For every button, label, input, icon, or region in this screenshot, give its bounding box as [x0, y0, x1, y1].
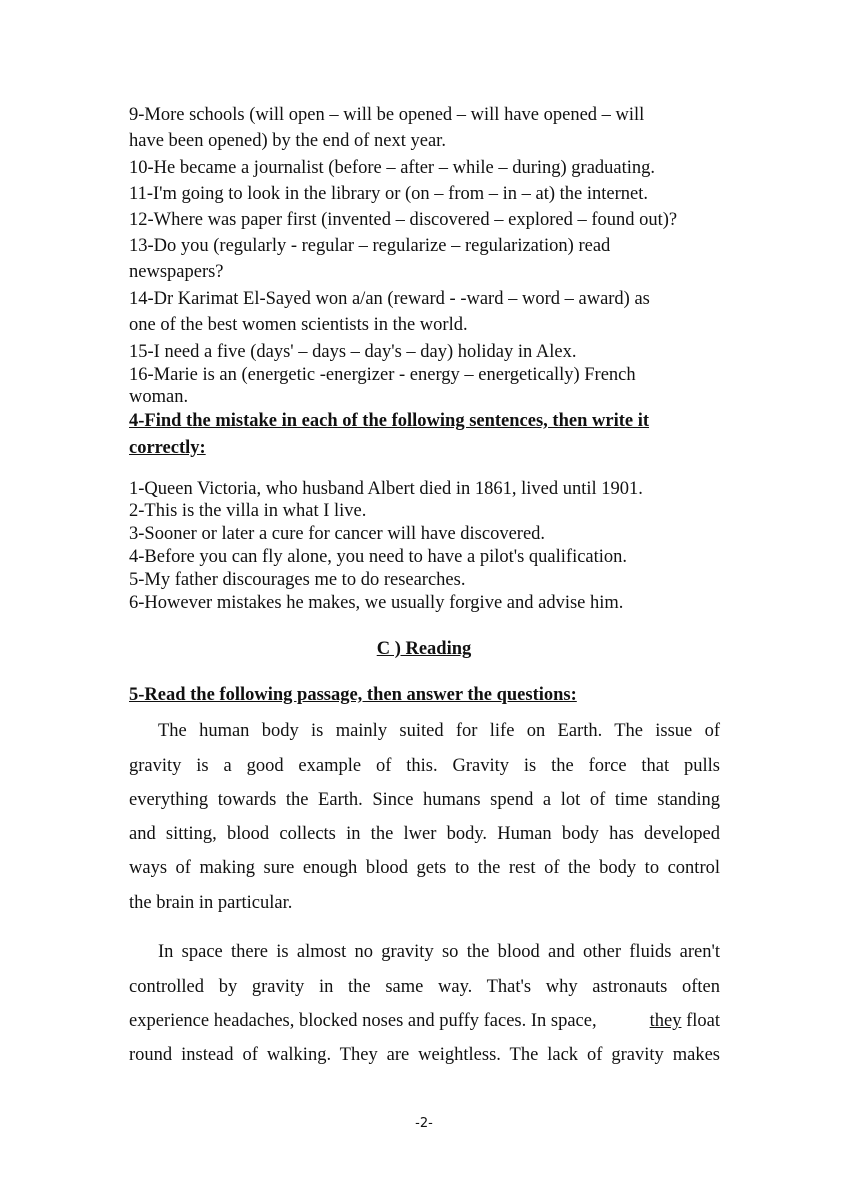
passage-text: experience headaches, blocked noses and puffy faces. In space,: [129, 1011, 597, 1031]
passage-line: controlled by gravity in the same way. That's why astronauts often: [129, 977, 720, 997]
passage-line: everything towards the Earth. Since humans spend a lot of time standing: [129, 790, 720, 810]
passage-text: float: [686, 1011, 720, 1031]
exercise-item: 12-Where was paper first (invented – discovered – explored – found out)?: [129, 210, 678, 230]
exercise-item: 14-Dr Karimat El-Sayed won a/an (reward - -ward – word – award) as: [129, 289, 650, 309]
exercise-item: newspapers?: [129, 262, 224, 282]
passage-line: ways of making sure enough blood gets to the rest of the body to control: [129, 858, 720, 878]
mistake-item: 1-Queen Victoria, who husband Albert died in 1861, lived until 1901.: [129, 479, 643, 499]
reading-title: C ) Reading: [376, 639, 472, 659]
exercise-item: one of the best women scientists in the world.: [129, 315, 468, 335]
mistake-item: 4-Before you can fly alone, you need to have a pilot's qualification.: [129, 547, 628, 567]
question-heading: 5-Read the following passage, then answer the questions:: [129, 685, 577, 705]
exercise-item: have been opened) by the end of next year.: [129, 131, 446, 151]
mistake-item: 3-Sooner or later a cure for cancer will have discovered.: [129, 524, 546, 544]
passage-line: and sitting, blood collects in the lwer body. Human body has developed: [129, 824, 720, 844]
passage-line: [129, 1012, 720, 1031]
mistake-item: 6-However mistakes he makes, we usually forgive and advise him.: [129, 593, 624, 613]
exercise-item: 11-I'm going to look in the library or (on – from – in – at) the internet.: [129, 184, 648, 204]
mistake-item: 2-This is the villa in what I live.: [129, 501, 367, 521]
exercise-item: 9-More schools (will open – will be opened – will have opened – will: [129, 105, 645, 125]
exercise-item: woman.: [129, 387, 189, 407]
exercise-item: 10-He became a journalist (before – after – while – during) graduating.: [129, 158, 656, 178]
page-number: -2-: [415, 1116, 433, 1131]
passage-text: [650, 1012, 720, 1031]
exercise-item: 13-Do you (regularly - regular – regularize – regularization) read: [129, 236, 611, 256]
mistake-item: 5-My father discourages me to do researches.: [129, 570, 466, 590]
passage-line: round instead of walking. They are weightless. The lack of gravity makes: [129, 1045, 720, 1065]
exercise-item: 16-Marie is an (energetic -energizer - energy – energetically) French: [129, 365, 636, 385]
section-heading: 4-Find the mistake in each of the following sentences, then write it: [129, 411, 650, 431]
passage-line: The human body is mainly suited for life on Earth. The issue of: [158, 721, 720, 741]
passage-line: the brain in particular.: [129, 893, 293, 913]
section-heading: correctly:: [129, 438, 206, 458]
exercise-item: 15-I need a five (days' – days – day's – day) holiday in Alex.: [129, 342, 577, 362]
underlined-word: they: [649, 1011, 682, 1031]
passage-line: gravity is a good example of this. Gravity is the force that pulls: [129, 756, 720, 776]
passage-line: In space there is almost no gravity so the blood and other fluids aren't: [158, 942, 720, 962]
